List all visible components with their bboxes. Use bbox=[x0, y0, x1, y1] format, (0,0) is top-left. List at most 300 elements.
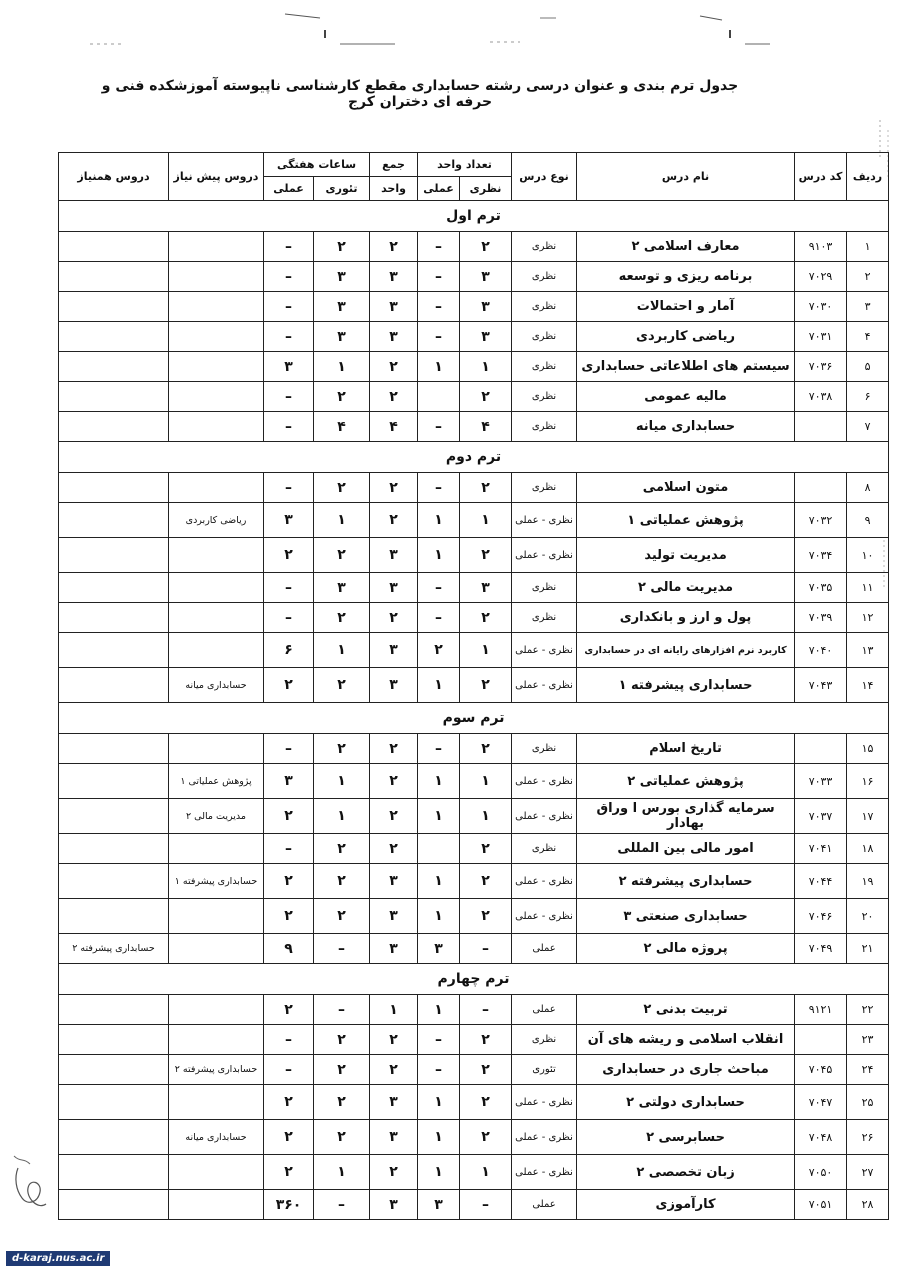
hours-practical: – bbox=[264, 1025, 314, 1055]
course-code bbox=[795, 412, 847, 442]
table-row bbox=[59, 292, 889, 322]
prerequisite bbox=[169, 995, 264, 1025]
course-name: پژوهش عملیاتی ۱ bbox=[577, 503, 795, 538]
units-theory: ۳ bbox=[460, 322, 512, 352]
units-practical: – bbox=[418, 1025, 460, 1055]
units-practical: ۱ bbox=[418, 503, 460, 538]
hours-theory: ۲ bbox=[314, 382, 370, 412]
row-number: ۲۸ bbox=[847, 1190, 889, 1220]
units-practical bbox=[418, 834, 460, 864]
course-type: نظری - عملی bbox=[512, 1120, 577, 1155]
units-total: ۲ bbox=[370, 764, 418, 799]
table-row bbox=[59, 668, 889, 703]
hours-theory: ۱ bbox=[314, 764, 370, 799]
course-code: ۷۰۳۸ bbox=[795, 382, 847, 412]
units-total: ۲ bbox=[370, 834, 418, 864]
course-type: نظری - عملی bbox=[512, 864, 577, 899]
units-total: ۲ bbox=[370, 1155, 418, 1190]
prerequisite: حسابداری پیشرفته ۱ bbox=[169, 864, 264, 899]
table-row bbox=[59, 1155, 889, 1190]
header-name: نام درس bbox=[577, 153, 795, 201]
hours-practical: ۹ bbox=[264, 934, 314, 964]
term-row bbox=[59, 201, 889, 232]
hours-theory: ۲ bbox=[314, 473, 370, 503]
units-theory: – bbox=[460, 995, 512, 1025]
prerequisite bbox=[169, 573, 264, 603]
units-theory: ۱ bbox=[460, 764, 512, 799]
hours-theory: ۲ bbox=[314, 538, 370, 573]
hours-practical: ۲ bbox=[264, 1085, 314, 1120]
units-theory: ۲ bbox=[460, 864, 512, 899]
corequisite bbox=[59, 764, 169, 799]
course-name: زبان تخصصی ۲ bbox=[577, 1155, 795, 1190]
course-type: نظری bbox=[512, 573, 577, 603]
course-name: سیستم های اطلاعاتی حسابداری bbox=[577, 352, 795, 382]
units-theory: ۴ bbox=[460, 412, 512, 442]
table-row bbox=[59, 232, 889, 262]
hours-practical: – bbox=[264, 834, 314, 864]
units-practical: – bbox=[418, 292, 460, 322]
table-row bbox=[59, 1120, 889, 1155]
course-type: نظری bbox=[512, 1025, 577, 1055]
units-practical: – bbox=[418, 262, 460, 292]
row-number: ۴ bbox=[847, 322, 889, 352]
table-row bbox=[59, 603, 889, 633]
hours-practical: – bbox=[264, 603, 314, 633]
row-number: ۵ bbox=[847, 352, 889, 382]
course-name: پروژه مالی ۲ bbox=[577, 934, 795, 964]
units-total: ۲ bbox=[370, 382, 418, 412]
prerequisite: حسابداری پیشرفته ۲ bbox=[169, 1055, 264, 1085]
prerequisite bbox=[169, 1085, 264, 1120]
course-name: آمار و احتمالات bbox=[577, 292, 795, 322]
term-label: ترم اول bbox=[59, 201, 889, 232]
course-name: کاربرد نرم افزارهای رایانه ای در حسابداری bbox=[577, 633, 795, 668]
units-total: ۲ bbox=[370, 352, 418, 382]
page-title: جدول ترم بندی و عنوان درسی رشته حسابداری مقطع کارشناسی ناپیوسته آموزشکده فنی و حرفه ای دختران کرج bbox=[101, 78, 739, 110]
units-practical: ۱ bbox=[418, 1120, 460, 1155]
units-total: ۳ bbox=[370, 1085, 418, 1120]
header-radif: ردیف bbox=[847, 153, 889, 201]
course-type: نظری bbox=[512, 412, 577, 442]
corequisite bbox=[59, 1085, 169, 1120]
prerequisite bbox=[169, 734, 264, 764]
corequisite bbox=[59, 834, 169, 864]
table-row bbox=[59, 633, 889, 668]
row-number: ۳ bbox=[847, 292, 889, 322]
corequisite bbox=[59, 799, 169, 834]
hours-theory: ۴ bbox=[314, 412, 370, 442]
course-code: ۷۰۳۴ bbox=[795, 538, 847, 573]
hours-practical: ۶ bbox=[264, 633, 314, 668]
row-number: ۲ bbox=[847, 262, 889, 292]
hours-practical: – bbox=[264, 1055, 314, 1085]
units-practical: – bbox=[418, 322, 460, 352]
course-table bbox=[58, 152, 889, 1220]
units-practical: ۱ bbox=[418, 799, 460, 834]
units-practical: – bbox=[418, 412, 460, 442]
course-type: نظری - عملی bbox=[512, 538, 577, 573]
corequisite bbox=[59, 603, 169, 633]
units-theory: ۱ bbox=[460, 633, 512, 668]
course-name: سرمایه گذاری بورس ا وراق بهادار bbox=[577, 799, 795, 834]
corequisite bbox=[59, 503, 169, 538]
hours-practical: – bbox=[264, 734, 314, 764]
header-total-sub: واحد bbox=[370, 177, 418, 201]
course-code: ۷۰۳۷ bbox=[795, 799, 847, 834]
units-theory: ۲ bbox=[460, 382, 512, 412]
course-code: ۷۰۲۹ bbox=[795, 262, 847, 292]
course-name: حسابداری پیشرفته ۱ bbox=[577, 668, 795, 703]
units-practical bbox=[418, 382, 460, 412]
corequisite bbox=[59, 292, 169, 322]
course-code: ۷۰۴۰ bbox=[795, 633, 847, 668]
corequisite bbox=[59, 633, 169, 668]
course-name: ریاضی کاربردی bbox=[577, 322, 795, 352]
units-practical: – bbox=[418, 1055, 460, 1085]
table-row bbox=[59, 934, 889, 964]
hours-practical: ۲ bbox=[264, 1120, 314, 1155]
units-total: ۳ bbox=[370, 1120, 418, 1155]
hours-theory: ۱ bbox=[314, 633, 370, 668]
corequisite bbox=[59, 899, 169, 934]
corequisite bbox=[59, 232, 169, 262]
course-name: پژوهش عملیاتی ۲ bbox=[577, 764, 795, 799]
course-type: نظری bbox=[512, 352, 577, 382]
hours-theory: ۲ bbox=[314, 1085, 370, 1120]
scan-marks bbox=[0, 0, 900, 70]
corequisite bbox=[59, 573, 169, 603]
hours-practical: ۲ bbox=[264, 668, 314, 703]
row-number: ۱۲ bbox=[847, 603, 889, 633]
prerequisite bbox=[169, 1190, 264, 1220]
course-code: ۷۰۴۱ bbox=[795, 834, 847, 864]
hours-theory: ۱ bbox=[314, 799, 370, 834]
units-total: ۲ bbox=[370, 799, 418, 834]
corequisite bbox=[59, 473, 169, 503]
units-practical: – bbox=[418, 473, 460, 503]
hours-practical: – bbox=[264, 573, 314, 603]
course-code: ۷۰۴۷ bbox=[795, 1085, 847, 1120]
units-total: ۲ bbox=[370, 473, 418, 503]
row-number: ۱۷ bbox=[847, 799, 889, 834]
prerequisite: ریاضی کاربردی bbox=[169, 503, 264, 538]
prerequisite: پژوهش عملیاتی ۱ bbox=[169, 764, 264, 799]
units-theory: ۲ bbox=[460, 899, 512, 934]
row-number: ۱۰ bbox=[847, 538, 889, 573]
term-row bbox=[59, 442, 889, 473]
units-total: ۳ bbox=[370, 322, 418, 352]
prerequisite bbox=[169, 1155, 264, 1190]
row-number: ۶ bbox=[847, 382, 889, 412]
units-total: ۱ bbox=[370, 995, 418, 1025]
course-code: ۷۰۳۰ bbox=[795, 292, 847, 322]
corequisite bbox=[59, 995, 169, 1025]
units-practical: ۱ bbox=[418, 668, 460, 703]
course-type: نظری bbox=[512, 292, 577, 322]
hours-theory: ۳ bbox=[314, 573, 370, 603]
units-total: ۲ bbox=[370, 1055, 418, 1085]
units-theory: ۳ bbox=[460, 292, 512, 322]
prerequisite bbox=[169, 538, 264, 573]
table-row bbox=[59, 382, 889, 412]
units-total: ۲ bbox=[370, 232, 418, 262]
units-theory: ۲ bbox=[460, 668, 512, 703]
course-name: حسابداری دولتی ۲ bbox=[577, 1085, 795, 1120]
course-name: مدیریت تولید bbox=[577, 538, 795, 573]
course-type: نظری - عملی bbox=[512, 668, 577, 703]
hours-theory: ۲ bbox=[314, 834, 370, 864]
corequisite bbox=[59, 412, 169, 442]
course-code: ۷۰۵۰ bbox=[795, 1155, 847, 1190]
hours-theory: ۳ bbox=[314, 322, 370, 352]
header-total: جمع bbox=[370, 153, 418, 177]
course-type: نظری bbox=[512, 834, 577, 864]
course-type: نظری bbox=[512, 322, 577, 352]
units-practical: ۱ bbox=[418, 1155, 460, 1190]
course-name: کارآموزی bbox=[577, 1190, 795, 1220]
row-number: ۱۴ bbox=[847, 668, 889, 703]
hours-theory: ۲ bbox=[314, 1025, 370, 1055]
handwritten-signature bbox=[8, 1148, 52, 1218]
table-row bbox=[59, 322, 889, 352]
course-code: ۹۱۰۳ bbox=[795, 232, 847, 262]
table-row bbox=[59, 899, 889, 934]
hours-theory: – bbox=[314, 1190, 370, 1220]
hours-theory: ۱ bbox=[314, 1155, 370, 1190]
prerequisite bbox=[169, 292, 264, 322]
units-theory: ۱ bbox=[460, 799, 512, 834]
corequisite bbox=[59, 1155, 169, 1190]
row-number: ۱۶ bbox=[847, 764, 889, 799]
term-row bbox=[59, 964, 889, 995]
hours-practical: ۳ bbox=[264, 352, 314, 382]
units-total: ۴ bbox=[370, 412, 418, 442]
course-name: حسابرسی ۲ bbox=[577, 1120, 795, 1155]
hours-theory: ۲ bbox=[314, 1055, 370, 1085]
course-name: تاریخ اسلام bbox=[577, 734, 795, 764]
header-coreq: دروس همنیاز bbox=[59, 153, 169, 201]
table-body bbox=[59, 201, 889, 1220]
units-theory: ۳ bbox=[460, 262, 512, 292]
table-row bbox=[59, 734, 889, 764]
hours-practical: ۲ bbox=[264, 799, 314, 834]
course-type: عملی bbox=[512, 934, 577, 964]
hours-theory: ۱ bbox=[314, 503, 370, 538]
prerequisite: حسابداری میانه bbox=[169, 668, 264, 703]
site-watermark: d-karaj.nus.ac.ir bbox=[6, 1251, 110, 1266]
units-theory: ۲ bbox=[460, 734, 512, 764]
header-units-practical: عملی bbox=[418, 177, 460, 201]
table-row bbox=[59, 412, 889, 442]
units-total: ۳ bbox=[370, 864, 418, 899]
row-number: ۲۴ bbox=[847, 1055, 889, 1085]
corequisite bbox=[59, 538, 169, 573]
hours-practical: – bbox=[264, 473, 314, 503]
course-name: تربیت بدنی ۲ bbox=[577, 995, 795, 1025]
row-number: ۲۳ bbox=[847, 1025, 889, 1055]
prerequisite bbox=[169, 633, 264, 668]
course-type: نظری - عملی bbox=[512, 503, 577, 538]
course-code: ۷۰۴۸ bbox=[795, 1120, 847, 1155]
prerequisite bbox=[169, 834, 264, 864]
table-row bbox=[59, 538, 889, 573]
course-type: نظری - عملی bbox=[512, 764, 577, 799]
hours-theory: ۳ bbox=[314, 292, 370, 322]
row-number: ۱۹ bbox=[847, 864, 889, 899]
course-type: نظری bbox=[512, 382, 577, 412]
units-practical: ۱ bbox=[418, 864, 460, 899]
table-row bbox=[59, 352, 889, 382]
table-row bbox=[59, 573, 889, 603]
units-total: ۳ bbox=[370, 1190, 418, 1220]
prerequisite bbox=[169, 1025, 264, 1055]
units-total: ۳ bbox=[370, 538, 418, 573]
course-type: نظری - عملی bbox=[512, 633, 577, 668]
course-code: ۷۰۳۵ bbox=[795, 573, 847, 603]
row-number: ۱ bbox=[847, 232, 889, 262]
units-theory: – bbox=[460, 1190, 512, 1220]
units-total: ۲ bbox=[370, 1025, 418, 1055]
header-units-theory: نظری bbox=[460, 177, 512, 201]
table-row bbox=[59, 995, 889, 1025]
course-name: پول و ارز و بانکداری bbox=[577, 603, 795, 633]
prerequisite bbox=[169, 322, 264, 352]
units-total: ۳ bbox=[370, 899, 418, 934]
prerequisite: حسابداری میانه bbox=[169, 1120, 264, 1155]
course-name: مالیه عمومی bbox=[577, 382, 795, 412]
course-type: نظری bbox=[512, 232, 577, 262]
units-practical: ۱ bbox=[418, 995, 460, 1025]
term-label: ترم دوم bbox=[59, 442, 889, 473]
header-hours-theory: تئوری bbox=[314, 177, 370, 201]
units-total: ۳ bbox=[370, 262, 418, 292]
units-practical: ۱ bbox=[418, 352, 460, 382]
hours-practical: – bbox=[264, 382, 314, 412]
hours-theory: ۲ bbox=[314, 899, 370, 934]
corequisite bbox=[59, 262, 169, 292]
row-number: ۱۸ bbox=[847, 834, 889, 864]
table-row bbox=[59, 1055, 889, 1085]
hours-practical: ۳۶۰ bbox=[264, 1190, 314, 1220]
header-prereq: دروس پیش نیاز bbox=[169, 153, 264, 201]
hours-theory: ۲ bbox=[314, 1120, 370, 1155]
row-number: ۲۰ bbox=[847, 899, 889, 934]
units-total: ۳ bbox=[370, 573, 418, 603]
table-row bbox=[59, 764, 889, 799]
term-label: ترم سوم bbox=[59, 703, 889, 734]
course-name: حسابداری صنعتی ۳ bbox=[577, 899, 795, 934]
hours-theory: ۱ bbox=[314, 352, 370, 382]
course-code: ۷۰۴۵ bbox=[795, 1055, 847, 1085]
course-code bbox=[795, 473, 847, 503]
course-type: نظری bbox=[512, 734, 577, 764]
course-name: انقلاب اسلامی و ریشه های آن bbox=[577, 1025, 795, 1055]
units-practical: ۱ bbox=[418, 1085, 460, 1120]
hours-practical: ۲ bbox=[264, 864, 314, 899]
course-code: ۷۰۵۱ bbox=[795, 1190, 847, 1220]
prerequisite bbox=[169, 412, 264, 442]
row-number: ۲۵ bbox=[847, 1085, 889, 1120]
header-code: کد درس bbox=[795, 153, 847, 201]
row-number: ۱۳ bbox=[847, 633, 889, 668]
course-name: معارف اسلامی ۲ bbox=[577, 232, 795, 262]
prerequisite bbox=[169, 352, 264, 382]
corequisite bbox=[59, 1120, 169, 1155]
course-type: تئوری bbox=[512, 1055, 577, 1085]
hours-theory: ۲ bbox=[314, 734, 370, 764]
hours-practical: ۲ bbox=[264, 899, 314, 934]
course-name: مدیریت مالی ۲ bbox=[577, 573, 795, 603]
course-code: ۷۰۴۴ bbox=[795, 864, 847, 899]
course-code: ۷۰۳۳ bbox=[795, 764, 847, 799]
course-code bbox=[795, 734, 847, 764]
hours-theory: ۲ bbox=[314, 232, 370, 262]
term-row bbox=[59, 703, 889, 734]
course-type: نظری - عملی bbox=[512, 1085, 577, 1120]
course-code: ۷۰۳۹ bbox=[795, 603, 847, 633]
units-total: ۳ bbox=[370, 668, 418, 703]
course-code: ۷۰۴۳ bbox=[795, 668, 847, 703]
row-number: ۲۲ bbox=[847, 995, 889, 1025]
hours-theory: ۳ bbox=[314, 262, 370, 292]
corequisite bbox=[59, 864, 169, 899]
hours-practical: ۳ bbox=[264, 764, 314, 799]
header-hours: ساعات هفتگی bbox=[264, 153, 370, 177]
units-total: ۳ bbox=[370, 292, 418, 322]
units-practical: – bbox=[418, 573, 460, 603]
table-row bbox=[59, 503, 889, 538]
prerequisite: مدیریت مالی ۲ bbox=[169, 799, 264, 834]
corequisite bbox=[59, 1025, 169, 1055]
table-row bbox=[59, 1190, 889, 1220]
hours-practical: – bbox=[264, 412, 314, 442]
units-total: ۳ bbox=[370, 934, 418, 964]
course-code: ۷۰۴۹ bbox=[795, 934, 847, 964]
units-total: ۲ bbox=[370, 734, 418, 764]
units-practical: ۳ bbox=[418, 934, 460, 964]
hours-theory: ۲ bbox=[314, 668, 370, 703]
course-code: ۷۰۳۶ bbox=[795, 352, 847, 382]
units-theory: – bbox=[460, 934, 512, 964]
units-theory: ۲ bbox=[460, 603, 512, 633]
course-code bbox=[795, 1025, 847, 1055]
table-row bbox=[59, 473, 889, 503]
hours-practical: ۳ bbox=[264, 503, 314, 538]
hours-practical: – bbox=[264, 232, 314, 262]
corequisite bbox=[59, 1055, 169, 1085]
hours-practical: – bbox=[264, 322, 314, 352]
units-practical: ۲ bbox=[418, 633, 460, 668]
header-hours-practical: عملی bbox=[264, 177, 314, 201]
units-practical: – bbox=[418, 603, 460, 633]
units-total: ۲ bbox=[370, 503, 418, 538]
course-type: عملی bbox=[512, 1190, 577, 1220]
units-theory: ۱ bbox=[460, 352, 512, 382]
hours-theory: – bbox=[314, 934, 370, 964]
course-type: نظری - عملی bbox=[512, 1155, 577, 1190]
course-name: مباحث جاری در حسابداری bbox=[577, 1055, 795, 1085]
table-row bbox=[59, 262, 889, 292]
units-theory: ۲ bbox=[460, 473, 512, 503]
units-theory: ۲ bbox=[460, 1055, 512, 1085]
table-row bbox=[59, 864, 889, 899]
course-name: حسابداری پیشرفته ۲ bbox=[577, 864, 795, 899]
row-number: ۹ bbox=[847, 503, 889, 538]
hours-practical: ۲ bbox=[264, 538, 314, 573]
course-name: حسابداری میانه bbox=[577, 412, 795, 442]
row-number: ۱۵ bbox=[847, 734, 889, 764]
